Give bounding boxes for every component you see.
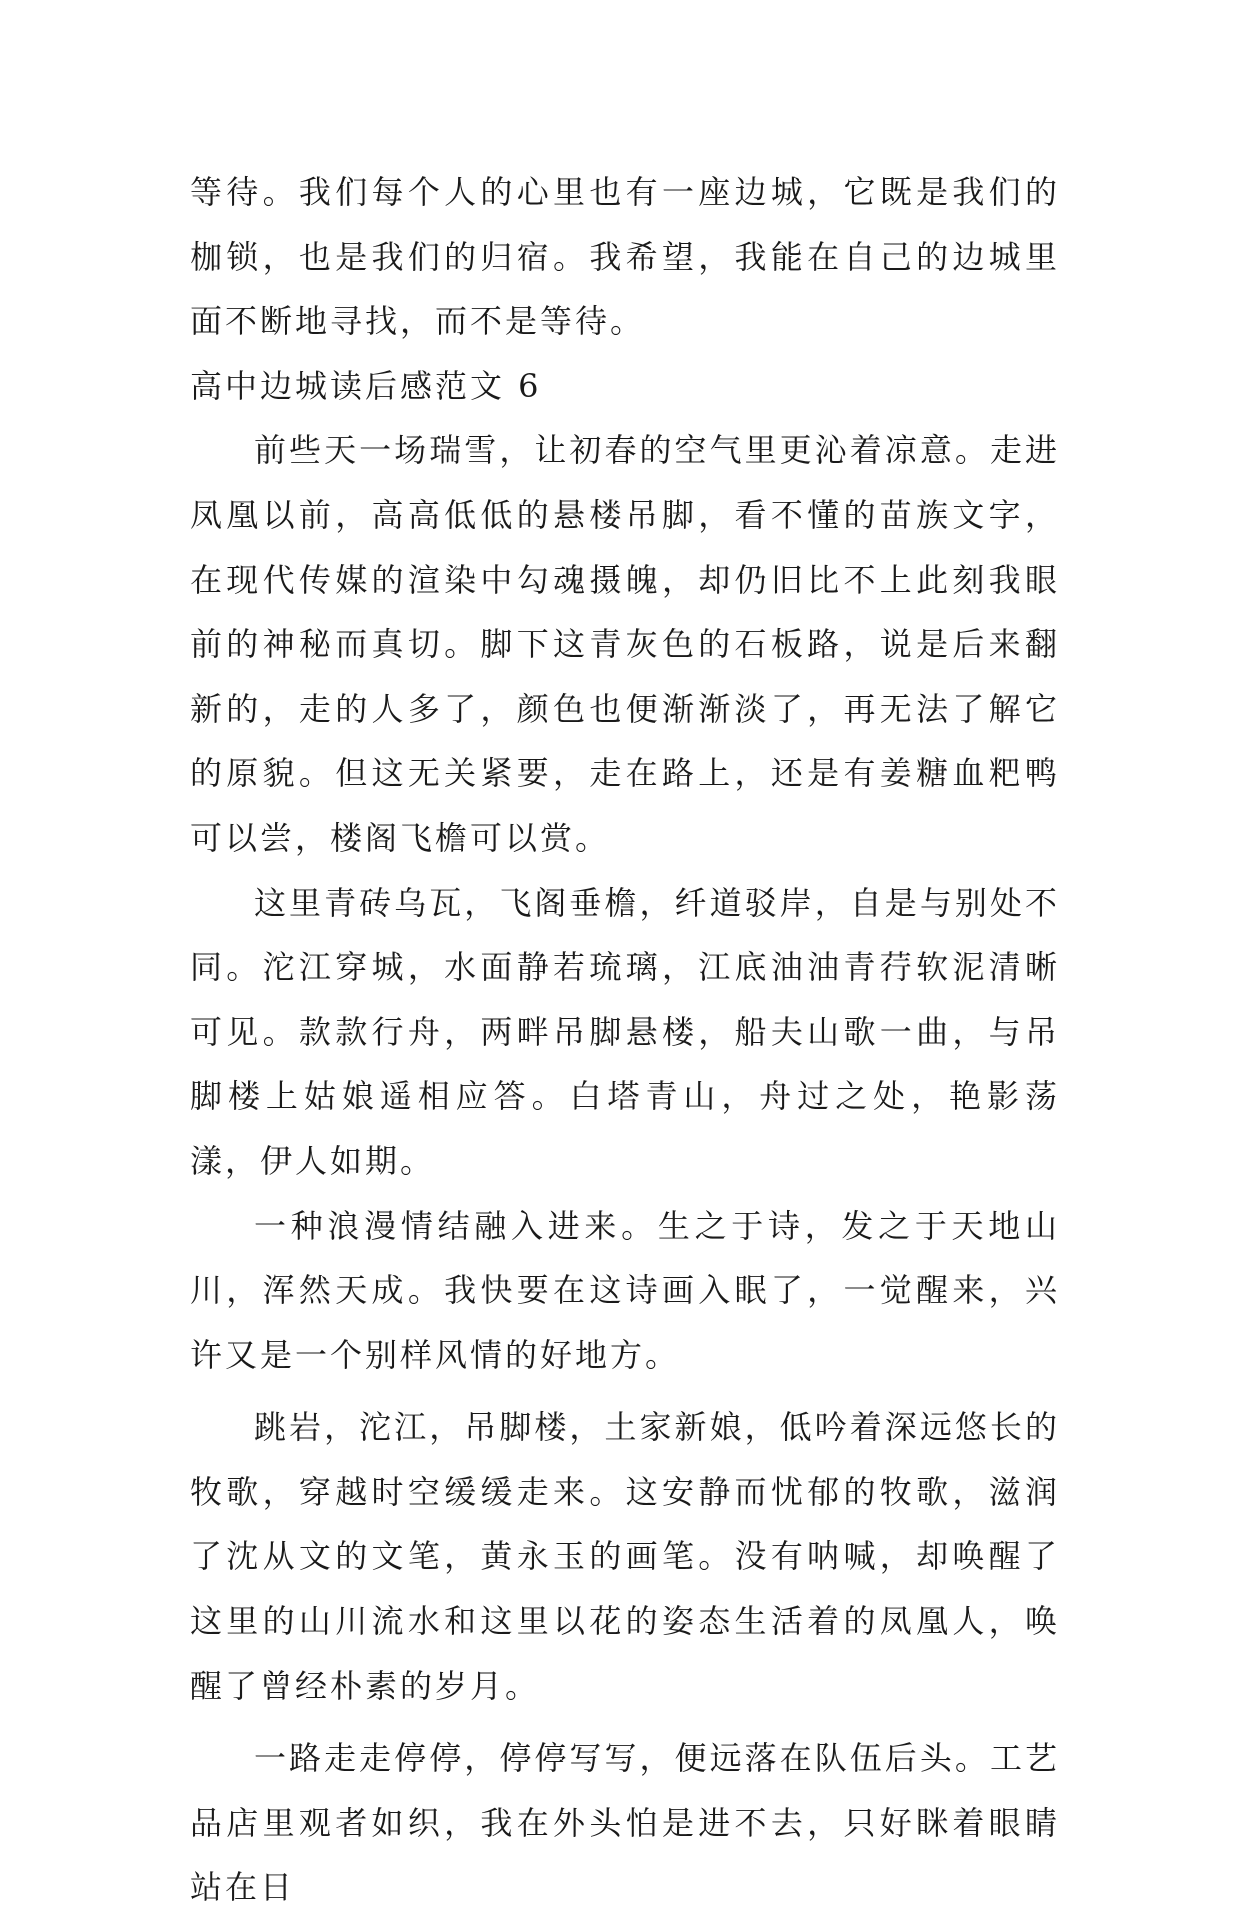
section-heading: 高中边城读后感范文 6 [190, 366, 542, 405]
paragraph: 一种浪漫情结融入进来。生之于诗，发之于天地山川，浑然天成。我快要在这诗画入眠了，一觉醒来，兴许又是一个别样风情的好地方。 [190, 1206, 1060, 1374]
document-body [190, 160, 1060, 1920]
paragraph-continuation: 等待。我们每个人的心里也有一座边城，它既是我们的枷锁，也是我们的归宿。我希望，我能在自己的边城里面不断地寻找，而不是等待。 [190, 173, 1060, 341]
paragraph: 一路走走停停，停停写写，便远落在队伍后头。工艺品店里观者如织，我在外头怕是进不去，只好眯着眼睛站在日 [190, 1739, 1060, 1907]
paragraph: 跳岩，沱江，吊脚楼，土家新娘，低吟着深远悠长的牧歌，穿越时空缓缓走来。这安静而忧郁的牧歌，滋润了沈从文的文笔，黄永玉的画笔。没有呐喊，却唤醒了这里的山川流水和这里以花的姿态生活着的凤凰人，唤醒了曾经朴素的岁月。 [190, 1408, 1060, 1705]
paragraph: 前些天一场瑞雪，让初春的空气里更沁着凉意。走进凤凰以前，高高低低的悬楼吊脚，看不懂的苗族文字，在现代传媒的渲染中勾魂摄魄，却仍旧比不上此刻我眼前的神秘而真切。脚下这青灰色的石板路，说是后来翻新的，走的人多了，颜色也便渐渐淡了，再无法了解它的原貌。但这无关紧要，走在路上，还是有姜糖血粑鸭可以尝，楼阁飞檐可以赏。 [190, 431, 1060, 857]
paragraph: 这里青砖乌瓦，飞阁垂檐，纤道驳岸，自是与别处不同。沱江穿城，水面静若琉璃，江底油油青荇软泥清晰可见。款款行舟，两畔吊脚悬楼，船夫山歌一曲，与吊脚楼上姑娘遥相应答。白塔青山，舟过之处，艳影荡漾，伊人如期。 [190, 883, 1060, 1180]
